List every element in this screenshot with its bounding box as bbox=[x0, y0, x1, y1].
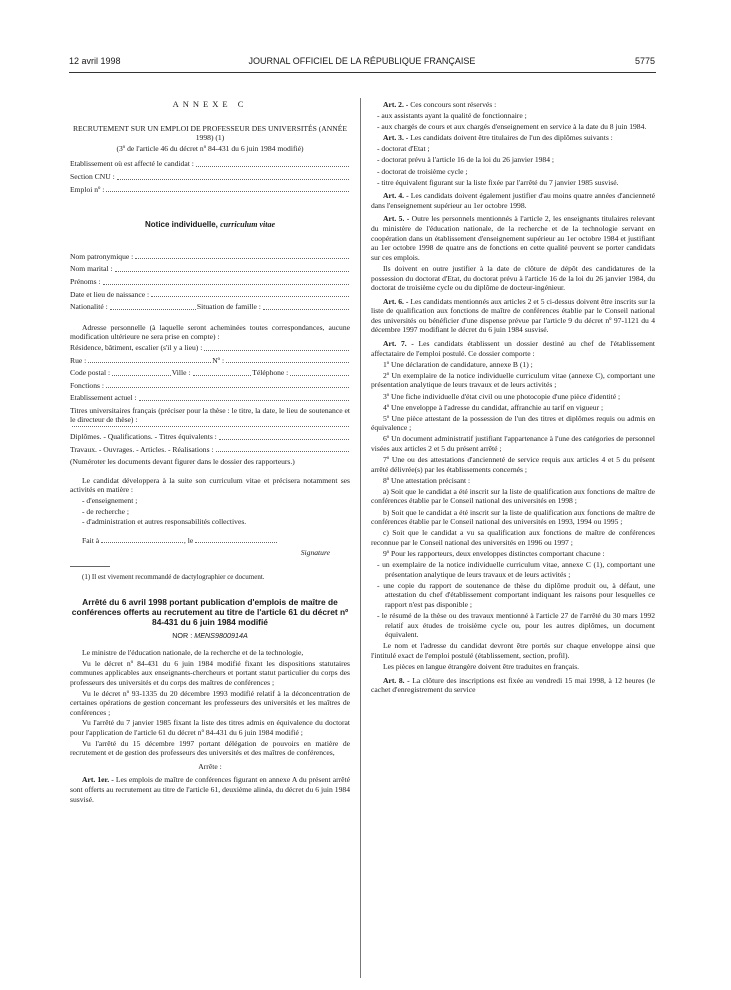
arrete-paragraph: Vu le décret nº 93-1335 du 20 décembre 1993 modifié relatif à la déconcentration de certaines opérations de gestion concernant les professeurs des universités et les maîtres de conférences ; bbox=[70, 688, 350, 717]
article-7-item: 9º Pour les rapporteurs, deux enveloppes distinctes comportant chacune : bbox=[383, 548, 605, 558]
article-6: Art. 6. - Les candidats mentionnés aux articles 2 et 5 ci-dessus doivent être inscrits sur la liste de qualification aux fonctions de maître de conférences établie par le Conseil national des universités ou bénéficier d'une dispense prévue par l'article 9 du décret nº 97-1121 du 4 décembre 1997 modifiant le décret du 6 juin 1984 susvisé. bbox=[371, 296, 655, 335]
header-date: 12 avril 1998 bbox=[69, 56, 121, 66]
arrete-label: Arrête : bbox=[198, 761, 222, 771]
article-2-item: - aux assistants ayant la qualité de fonctionnaire ; bbox=[377, 111, 527, 121]
article-7-item: 6º Un document administratif justifiant l'appartenance à l'une des catégories de personnel visées aux articles 2 et 5 du présent arrêté ; bbox=[371, 434, 655, 453]
article-7-item: 1º Une déclaration de candidature, annexe B (1) ; bbox=[383, 359, 533, 369]
candidat-text: Le candidat développera à la suite son curriculum vitae et précisera notamment ses activités en matière : bbox=[70, 475, 350, 495]
nor-reference: NOR : MENS9800914A bbox=[172, 630, 248, 640]
field-fonctions[interactable]: Fonctions : bbox=[70, 381, 350, 391]
article-7-item: 4º Une enveloppe à l'adresse du candidat, affranchie au tarif en vigueur ; bbox=[383, 402, 604, 412]
article-5-paragraph: Ils doivent en outre justifier à la date de clôture de dépôt des candidatures de la possession du doctorat d'Etat, du doctorat prévu à l'article 16 de la loi du 26 janvier 1984, du doctorat de troisième cycle ou du diplôme de docteur-ingénieur. bbox=[371, 263, 655, 293]
article-5: Art. 5. - Outre les personnels mentionnés à l'article 2, les enseignants titulaires relevant du ministère de l'éducation nationale, de la recherche et de la technologie servant en coopération dans un établissement d'enseignement supérieur au 1er octobre 1984 et justifiant au 1er octobre 1998 de quatre ans de fonctions en cette qualité peuvent se porter candidats sur ces emplois. bbox=[371, 214, 655, 262]
article-7-item: c) Soit que le candidat a vu sa qualification aux fonctions de maître de conférences reconnue par le Conseil national des universités en 1996 ou 1997 ; bbox=[371, 528, 655, 547]
article-4: Art. 4. - Les candidats doivent également justifier d'au moins quatre années d'ancienneté dans l'enseignement supérieur au 1er octobre 1998. bbox=[371, 191, 655, 210]
annexe-title: ANNEXE C bbox=[172, 99, 248, 109]
article-7-closing: Le nom et l'adresse du candidat devront être portés sur chaque enveloppe ainsi que l'intitulé exact de l'emploi postulé (établissement, section, profil). bbox=[371, 641, 655, 660]
article-reference: (3º de l'article 46 du décret nº 84-431 du 6 juin 1984 modifié) bbox=[116, 143, 304, 153]
column-separator bbox=[360, 98, 361, 978]
arrete-paragraph: Vu l'arrêté du 7 janvier 1985 fixant la liste des titres admis en équivalence du doctorat pour l'application de l'article 61 du décret nº 84-431 du 6 juin 1984 modifié ; bbox=[70, 718, 350, 737]
article-1: Art. 1er. - Les emplois de maître de conférences figurant en annexe A du présent arrêté sont offerts au recrutement au titre de l'article 61, deuxième alinéa, du décret du 6 juin 1984 susvisé. bbox=[70, 775, 350, 804]
field-etablissement[interactable]: Etablissement où est affecté le candidat : bbox=[70, 159, 350, 169]
arrete-title: Arrêté du 6 avril 1998 portant publication d'emplois de maître de conférences offerts au recrutement au titre de l'article 61 du décret nº 84-431 du 6 juin 1984 modifié bbox=[71, 596, 349, 627]
article-3-item: - doctorat d'Etat ; bbox=[377, 144, 430, 154]
arrete-paragraph: Vu l'arrêté du 15 décembre 1997 portant délégation de pouvoirs en matière de recrutement et de gestion des professeurs des universités et des maîtres de conférences, bbox=[70, 738, 350, 758]
activite-administration: - d'administration et autres responsabilités collectives. bbox=[82, 517, 247, 527]
header-journal: JOURNAL OFFICIEL DE LA RÉPUBLIQUE FRANÇAISE bbox=[248, 56, 476, 66]
field-nom-marital[interactable]: Nom marital : bbox=[70, 264, 350, 274]
activite-recherche: - de recherche ; bbox=[82, 506, 130, 516]
arrete-paragraph: Le ministre de l'éducation nationale, de la recherche et de la technologie, bbox=[82, 648, 304, 658]
header-rule bbox=[69, 72, 656, 73]
field-emploi[interactable]: Emploi nº : bbox=[70, 185, 350, 195]
article-8: Art. 8. - La clôture des inscriptions est fixée au vendredi 15 mai 1998, à 12 heures (le cachet d'enregistrement du service bbox=[371, 675, 655, 695]
field-fait-a[interactable]: Fait à , le bbox=[70, 536, 278, 546]
article-7-item: 8º Une attestation précisant : bbox=[383, 475, 471, 485]
article-7-item: 7º Une ou des attestations d'ancienneté de service requis aux articles 4 et 5 du présent arrêté délivrée(s) par les établissements concernés ; bbox=[371, 455, 655, 474]
article-7-item: 2º Un exemplaire de la notice individuelle curriculum vitae (annexe C), comportant une présentation analytique de leurs travaux et de leurs activités ; bbox=[371, 370, 655, 390]
notice-title: Notice individuelle, curriculum vitae bbox=[144, 220, 276, 230]
recrutement-title: RECRUTEMENT SUR UN EMPLOI DE PROFESSEUR DES UNIVERSITÉS (ANNÉE 1998) (1) bbox=[72, 123, 348, 143]
article-7: Art. 7. - Les candidats établissent un dossier destiné au chef de l'établissement affectataire de l'emploi postulé. Ce dossier comporte : bbox=[371, 339, 656, 358]
field-section-cnu[interactable]: Section CNU : bbox=[70, 172, 350, 182]
header-page-number: 5775 bbox=[634, 56, 655, 66]
article-3-item: - doctorat prévu à l'article 16 de la loi du 26 janvier 1984 ; bbox=[377, 155, 555, 165]
field-diplomes[interactable]: Diplômes. - Qualifications. - Titres équivalents : bbox=[70, 432, 350, 442]
article-7-item: b) Soit que le candidat a été inscrit sur la liste de qualification aux fonctions de maître de conférences établie par le Conseil national des universités en 1993, 1994 ou 1995 ; bbox=[371, 507, 655, 527]
article-7-item: a) Soit que le candidat a été inscrit sur la liste de qualification aux fonctions de maître de conférences établie par le Conseil national des universités en 1998 ; bbox=[371, 486, 655, 506]
article-7-langue: Les pièces en langue étrangère doivent être traduites en français. bbox=[383, 661, 580, 671]
page-header bbox=[69, 56, 655, 70]
article-7-subitem: - une copie du rapport de soutenance de thèse du diplôme produit ou, à défaut, une attestation du chef d'établissement comportant indiquant les raisons pour lesquelles ce rapport n'est pas disponible ; bbox=[377, 580, 655, 609]
travaux-note: (Numéroter les documents devant figurer dans le dossier des rapporteurs.) bbox=[70, 457, 295, 467]
field-code-postal-ville-telephone[interactable]: Code postal : Ville : Téléphone : bbox=[70, 368, 350, 378]
article-7-subitem: - le résumé de la thèse ou des travaux mentionné à l'article 27 de l'arrêté du 30 mars 1992 relatif aux études de troisième cycle ou, pour les autres diplômes, un document équivalent. bbox=[377, 611, 655, 640]
article-3-item: - titre équivalent figurant sur la liste fixée par l'arrêté du 7 janvier 1985 susvisé. bbox=[377, 177, 619, 187]
footnote-rule bbox=[70, 566, 110, 567]
field-travaux[interactable]: Travaux. - Ouvrages. - Articles. - Réalisations : bbox=[70, 445, 350, 455]
signature-label: Signature bbox=[300, 548, 330, 558]
field-residence[interactable]: Résidence, bâtiment, escalier (s'il y a lieu) : bbox=[70, 343, 350, 353]
right-column bbox=[371, 100, 655, 696]
article-7-subitem: - un exemplaire de la notice individuelle curriculum vitae, annexe C (1), comportant une présentation analytique de leurs travaux et de leurs activités ; bbox=[377, 560, 655, 579]
article-3: Art. 3. - Les candidats doivent être titulaires de l'un des diplômes suivants : bbox=[383, 133, 613, 143]
article-3-item: - doctorat de troisième cycle ; bbox=[377, 166, 468, 176]
field-rue-numero[interactable]: Rue : Nº : bbox=[70, 356, 350, 366]
article-2: Art. 2. - Ces concours sont réservés : bbox=[383, 100, 497, 109]
field-date-lieu-naissance[interactable]: Date et lieu de naissance : bbox=[70, 290, 350, 300]
footnote: (1) Il est vivement recommandé de dactylographier ce document. bbox=[82, 573, 265, 581]
field-prenoms[interactable]: Prénoms : bbox=[70, 277, 350, 287]
field-nationalite-situation[interactable]: Nationalité : Situation de famille : bbox=[70, 302, 350, 312]
field-etablissement-actuel[interactable]: Etablissement actuel : bbox=[70, 393, 350, 403]
arrete-paragraph: Vu le décret nº 84-431 du 6 juin 1984 modifié fixant les dispositions statutaires communes applicables aux enseignants-chercheurs et portant statut particulier du corps des professeurs des universités et du corps des maîtres de conférences ; bbox=[70, 658, 350, 687]
left-column bbox=[70, 100, 350, 805]
titres-universitaires: Titres universitaires français (préciser pour la thèse : le titre, la date, le lieu de soutenance et le directeur de thèse) : bbox=[70, 405, 350, 425]
activite-enseignement: - d'enseignement ; bbox=[82, 496, 138, 506]
adresse-intro: Adresse personnelle (à laquelle seront acheminées toutes correspondances, aucune modification ultérieure ne sera prise en compte) : bbox=[70, 322, 350, 342]
field-titres-blank[interactable] bbox=[70, 426, 350, 429]
article-2-item: - aux chargés de cours et aux chargés d'enseignement en service à la date du 8 juin 1984. bbox=[377, 122, 647, 132]
article-7-item: 3º Une fiche individuelle d'état civil ou une photocopie d'une pièce d'identité ; bbox=[383, 391, 621, 401]
field-nom-patronymique[interactable]: Nom patronymique : bbox=[70, 252, 350, 262]
article-7-item: 5º Une pièce attestant de la possession de l'un des titres et diplômes requis ou admis en équivalence ; bbox=[371, 413, 655, 433]
